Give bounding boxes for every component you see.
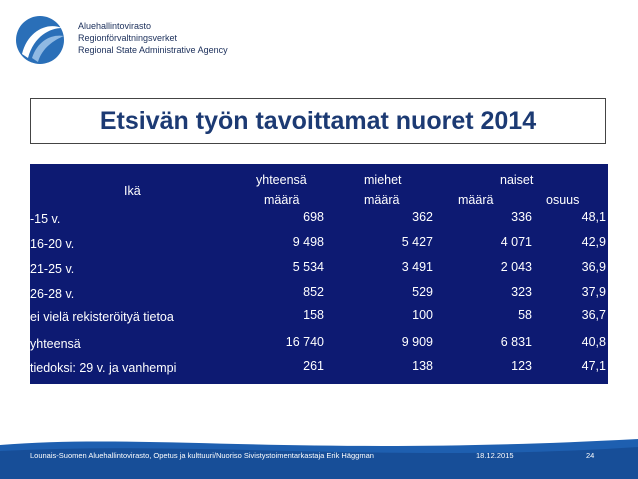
row-label: yhteensä: [30, 337, 81, 351]
row-label: -15 v.: [30, 212, 61, 226]
cell-men: 5 427: [401, 235, 433, 249]
cell-men: 362: [412, 210, 433, 224]
cell-women: 323: [511, 285, 532, 299]
agency-name-en: Regional State Administrative Agency: [78, 45, 228, 55]
row-label: 16-20 v.: [30, 237, 75, 251]
row-label: tiedoksi: 29 v. ja vanhempi: [30, 361, 177, 375]
cell-total: 9 498: [292, 235, 324, 249]
cell-women: 4 071: [500, 235, 532, 249]
cell-total: 698: [303, 210, 324, 224]
cell-total: 16 740: [285, 335, 324, 349]
cell-share: 47,1: [581, 359, 606, 373]
cell-men: 529: [412, 285, 433, 299]
avi-logo-icon: [14, 14, 66, 66]
header-women: naiset: [500, 173, 534, 187]
cell-share: 42,9: [581, 235, 606, 249]
header-ika: Ikä: [124, 184, 141, 198]
cell-men: 138: [412, 359, 433, 373]
footer-date: 18.12.2015: [476, 451, 514, 460]
cell-share: 36,7: [581, 308, 606, 322]
row-label: 21-25 v.: [30, 262, 75, 276]
header-total: yhteensä: [256, 173, 307, 187]
agency-name: [78, 20, 228, 56]
cell-men: 3 491: [401, 260, 433, 274]
cell-women: 123: [511, 359, 532, 373]
data-table: [30, 164, 608, 384]
footer-page-number: 24: [586, 451, 595, 460]
cell-share: 36,9: [581, 260, 606, 274]
cell-total: 158: [303, 308, 324, 322]
subheader-men: määrä: [364, 193, 400, 207]
row-label: 26-28 v.: [30, 287, 75, 301]
row-label: ei vielä rekisteröityä tietoa: [30, 310, 174, 324]
agency-name-sv: Regionförvaltningsverket: [78, 33, 178, 43]
cell-total: 852: [303, 285, 324, 299]
cell-share: 37,9: [581, 285, 606, 299]
cell-total: 261: [303, 359, 324, 373]
slide-title: Etsivän työn tavoittamat nuoret 2014: [99, 106, 537, 135]
header-men: miehet: [364, 173, 402, 187]
agency-name-fi: Aluehallintovirasto: [78, 21, 152, 31]
cell-share: 40,8: [581, 335, 606, 349]
cell-women: 6 831: [500, 335, 532, 349]
cell-share: 48,1: [581, 210, 606, 224]
title-box: [30, 98, 606, 144]
subheader-total: määrä: [264, 193, 300, 207]
cell-women: 58: [518, 308, 532, 322]
cell-women: 2 043: [500, 260, 532, 274]
subheader-share: osuus: [546, 193, 580, 207]
footer-source: Lounais-Suomen Aluehallintovirasto, Opetus ja kulttuuri/Nuoriso Sivistystoimentarkastaja Erik Häggman: [30, 451, 374, 460]
cell-men: 100: [412, 308, 433, 322]
cell-total: 5 534: [292, 260, 324, 274]
subheader-women: määrä: [458, 193, 494, 207]
cell-women: 336: [511, 210, 532, 224]
cell-men: 9 909: [401, 335, 433, 349]
